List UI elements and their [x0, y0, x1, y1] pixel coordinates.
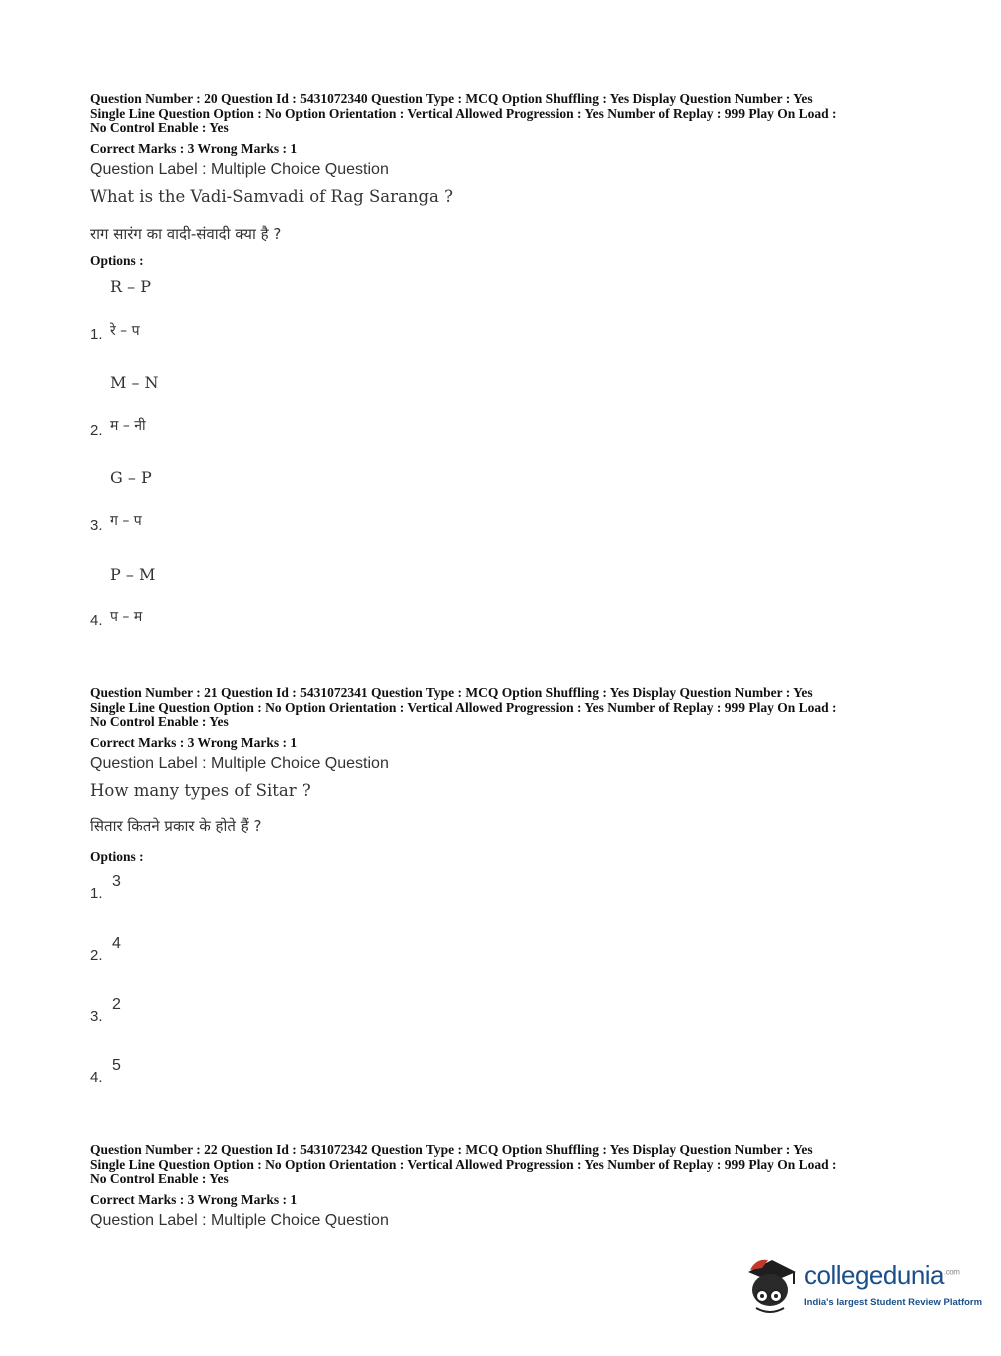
brand-text: collegedunia	[804, 1260, 945, 1290]
option-number: 1.	[90, 325, 103, 343]
question-label: Question Label : Multiple Choice Question	[90, 1211, 389, 1229]
question-text-english: How many types of Sitar ?	[90, 780, 311, 800]
marks-info: Correct Marks : 3 Wrong Marks : 1	[90, 1191, 298, 1207]
question-meta	[90, 686, 920, 730]
brand-name	[804, 1260, 959, 1291]
question-meta	[90, 92, 920, 136]
option-number: 3.	[90, 1007, 103, 1025]
meta-line: Single Line Question Option : No Option Orientation : Vertical Allowed Progression : Yes Number of Replay : 999 Play On Load :	[90, 1156, 837, 1172]
question-text-hindi: सितार कितने प्रकार के होते हैं ?	[90, 816, 262, 835]
option-number: 2.	[90, 421, 103, 439]
option-value: 4	[112, 934, 121, 952]
option-text-hindi: म – नी	[110, 417, 146, 434]
meta-line: Question Number : 21 Question Id : 5431072341 Question Type : MCQ Option Shuffling : Yes Display Question Number : Yes	[90, 685, 813, 700]
meta-line: Question Number : 22 Question Id : 5431072342 Question Type : MCQ Option Shuffling : Yes Display Question Number : Yes	[90, 1142, 813, 1157]
meta-line: Question Number : 20 Question Id : 5431072340 Question Type : MCQ Option Shuffling : Yes Display Question Number : Yes	[90, 91, 813, 106]
question-meta	[90, 1143, 920, 1187]
option-number: 1.	[90, 884, 103, 902]
meta-line: Single Line Question Option : No Option Orientation : Vertical Allowed Progression : Yes Number of Replay : 999 Play On Load :	[90, 105, 837, 121]
question-block-21	[90, 686, 920, 1105]
question-block-20	[90, 92, 920, 629]
meta-line: No Control Enable : Yes	[90, 1171, 229, 1187]
brand-dotcom: .com	[944, 1267, 960, 1277]
brand-tagline: India's largest Student Review Platform	[804, 1297, 983, 1308]
option-value: 2	[112, 995, 121, 1013]
question-text-hindi: राग सारंग का वादी-संवादी क्या है ?	[90, 224, 282, 243]
options-list	[90, 865, 920, 1105]
question-block-22	[90, 1143, 920, 1232]
meta-line: No Control Enable : Yes	[90, 120, 229, 136]
option-text-english: M – N	[110, 372, 159, 392]
marks-info: Correct Marks : 3 Wrong Marks : 1	[90, 734, 298, 750]
option-number: 2.	[90, 946, 103, 964]
option-value: 5	[112, 1056, 121, 1074]
meta-line: No Control Enable : Yes	[90, 714, 229, 730]
meta-line: Single Line Question Option : No Option Orientation : Vertical Allowed Progression : Yes Number of Replay : 999 Play On Load :	[90, 699, 837, 715]
mascot-icon	[742, 1250, 802, 1318]
marks-info: Correct Marks : 3 Wrong Marks : 1	[90, 140, 298, 156]
option-text-english: G – P	[110, 467, 152, 487]
option-number: 4.	[90, 611, 103, 629]
collegedunia-logo	[742, 1250, 983, 1320]
options-heading: Options :	[90, 848, 144, 864]
option-text-hindi: रे – प	[110, 322, 140, 339]
question-label: Question Label : Multiple Choice Question	[90, 754, 389, 772]
option-number: 3.	[90, 516, 103, 534]
question-label: Question Label : Multiple Choice Question	[90, 160, 389, 178]
option-text-english: R – P	[110, 276, 151, 296]
options-list	[90, 269, 920, 629]
question-text-english: What is the Vadi-Samvadi of Rag Saranga ?	[90, 186, 453, 206]
option-text-hindi: ग – प	[110, 512, 142, 529]
option-number: 4.	[90, 1068, 103, 1086]
option-text-hindi: प – म	[110, 608, 143, 625]
option-text-english: P – M	[110, 564, 156, 584]
option-value: 3	[112, 872, 121, 890]
options-heading: Options :	[90, 252, 144, 268]
